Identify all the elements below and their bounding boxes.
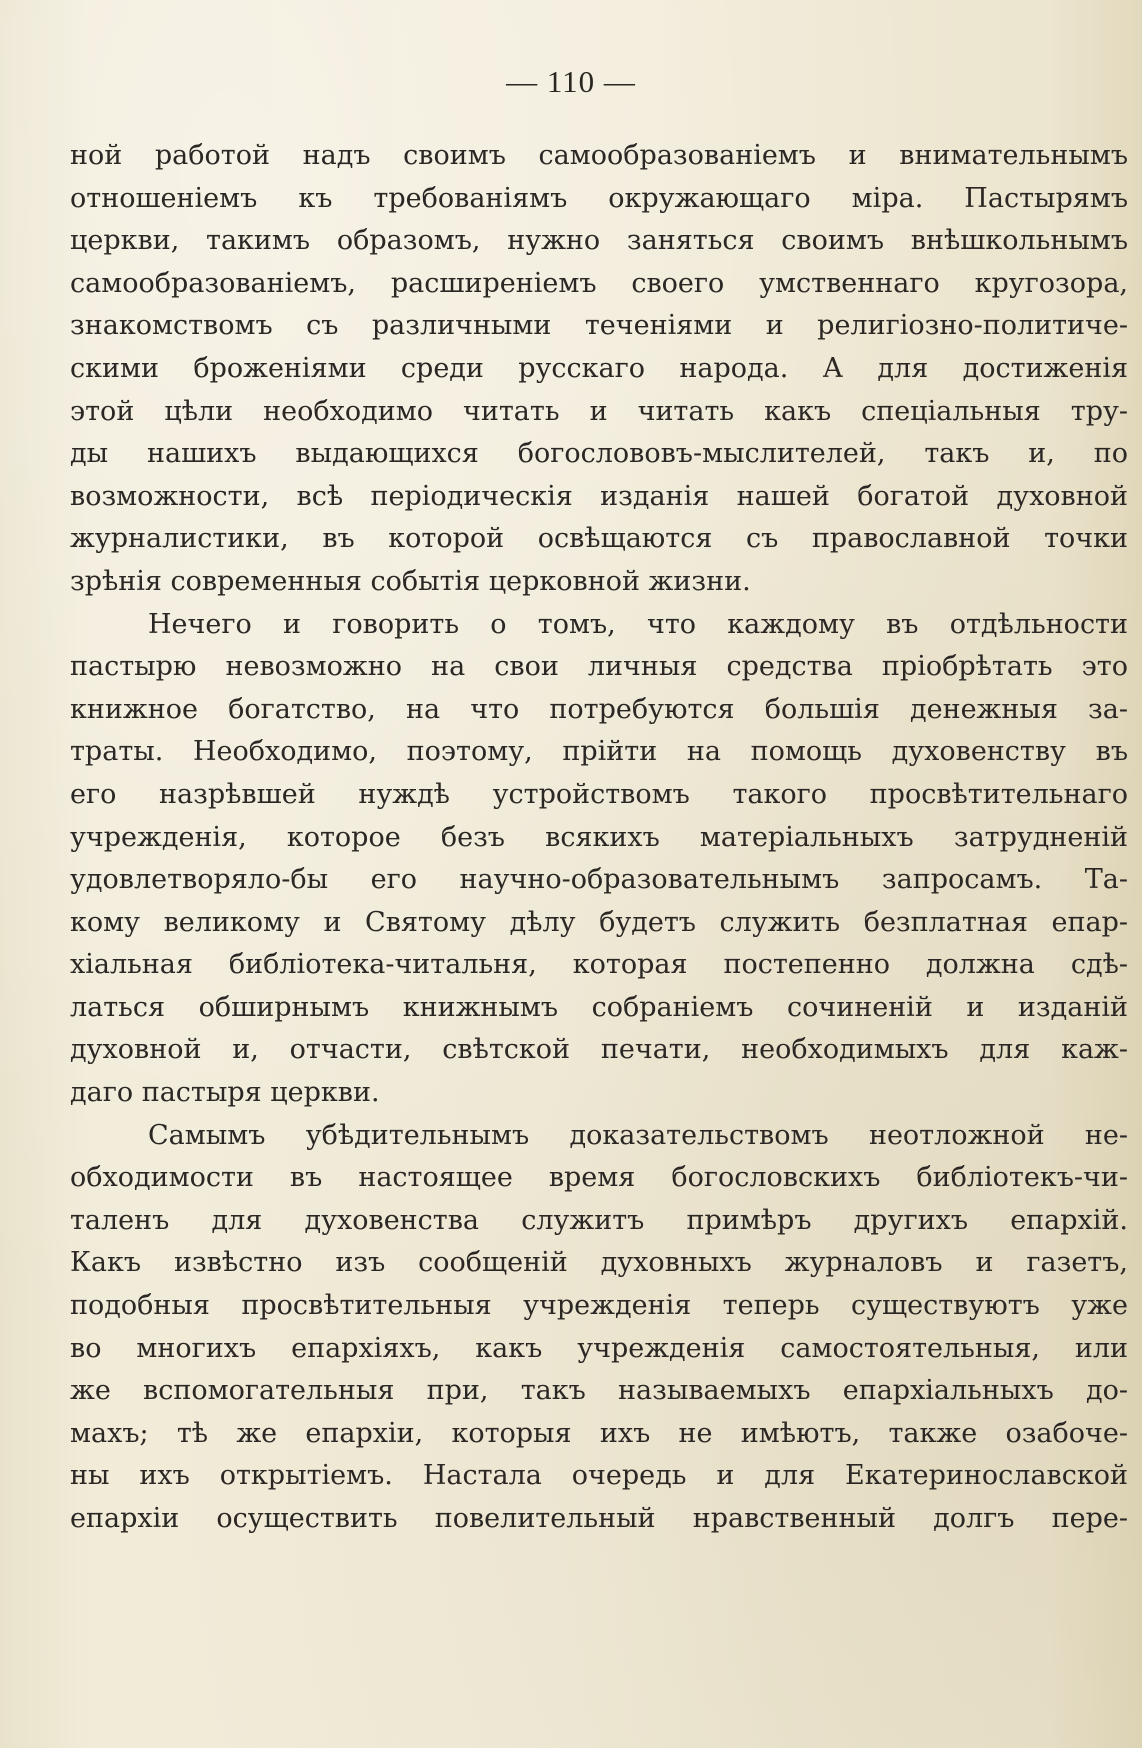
text-line: даго пастыря церкви. [70, 1077, 380, 1109]
text-line: латься обширнымъ книжнымъ собраніемъ сочиненій и изданій [70, 991, 1128, 1023]
text-line: ды нашихъ выдающихся богослововъ-мыслителей, такъ и, по [70, 438, 1128, 470]
paragraph-3 [70, 1115, 1128, 1541]
text-line: журналистики, въ которой освѣщаются съ православной точки [70, 523, 1128, 555]
text-line: зрѣнія современныя событія церковной жизни. [70, 565, 751, 597]
body-text [70, 135, 1128, 1541]
text-line: Самымъ убѣдительнымъ доказательствомъ неотложной не- [148, 1119, 1128, 1151]
text-line: удовлетворяло-бы его научно-образовательнымъ запросамъ. Та- [70, 864, 1128, 896]
text-line: Нечего и говорить о томъ, что каждому въ отдѣльности [148, 608, 1128, 640]
text-line: этой цѣли необходимо читать и читать какъ спеціальныя тру- [70, 395, 1128, 427]
text-line: духовной и, отчасти, свѣтской печати, необходимыхъ для каж- [70, 1034, 1128, 1066]
text-line: учрежденія, которое безъ всякихъ матеріальныхъ затрудненій [70, 821, 1128, 853]
text-line: Какъ извѣстно изъ сообщеній духовныхъ журналовъ и газетъ, [70, 1247, 1128, 1279]
text-line: церкви, такимъ образомъ, нужно заняться своимъ внѣшкольнымъ [70, 225, 1128, 257]
text-line: подобныя просвѣтительныя учрежденія теперь существуютъ уже [70, 1290, 1128, 1322]
text-line: книжное богатство, на что потребуются большія денежныя за- [70, 693, 1128, 725]
paragraph-1 [70, 135, 1128, 604]
text-line: траты. Необходимо, поэтому, прійти на помощь духовенству въ [70, 736, 1128, 768]
text-line: епархіи осуществить повелительный нравственный долгъ пере- [70, 1503, 1128, 1534]
text-line: же вспомогательныя при, такъ называемыхъ епархіальныхъ до- [70, 1375, 1128, 1407]
text-line: знакомствомъ съ различными теченіями и религіозно-политиче- [70, 310, 1128, 342]
text-line: самообразованіемъ, расширеніемъ своего умственнаго кругозора, [70, 267, 1128, 299]
text-line: возможности, всѣ періодическія изданія нашей богатой духовной [70, 480, 1128, 512]
text-line: кому великому и Святому дѣлу будетъ служить безплатная епар- [70, 906, 1128, 938]
text-line: пастырю невозможно на свои личныя средства пріобрѣтать это [70, 651, 1128, 683]
text-line: обходимости въ настоящее время богословскихъ библіотекъ-чи- [70, 1162, 1128, 1194]
page-number: — 110 — [506, 64, 636, 99]
text-line: его назрѣвшей нуждѣ устройствомъ такого просвѣтительнаго [70, 778, 1128, 810]
text-line: скими броженіями среди русскаго народа. А для достиженія [70, 352, 1128, 384]
paragraph-2 [70, 604, 1128, 1115]
text-line: во многихъ епархіяхъ, какъ учрежденія самостоятельныя, или [70, 1332, 1128, 1364]
text-line: ны ихъ открытіемъ. Настала очередь и для Екатеринославской [70, 1460, 1128, 1492]
text-line: отношеніемъ къ требованіямъ окружающаго міра. Пастырямъ [70, 182, 1128, 214]
text-line: махъ; тѣ же епархіи, которыя ихъ не имѣютъ, также озабоче- [70, 1417, 1128, 1449]
text-line: ной работой надъ своимъ самообразованіемъ и внимательнымъ [70, 140, 1128, 171]
text-line: таленъ для духовенства служитъ примѣръ другихъ епархій. [70, 1204, 1128, 1236]
text-line: хіальная библіотека-читальня, которая постепенно должна сдѣ- [70, 949, 1128, 981]
